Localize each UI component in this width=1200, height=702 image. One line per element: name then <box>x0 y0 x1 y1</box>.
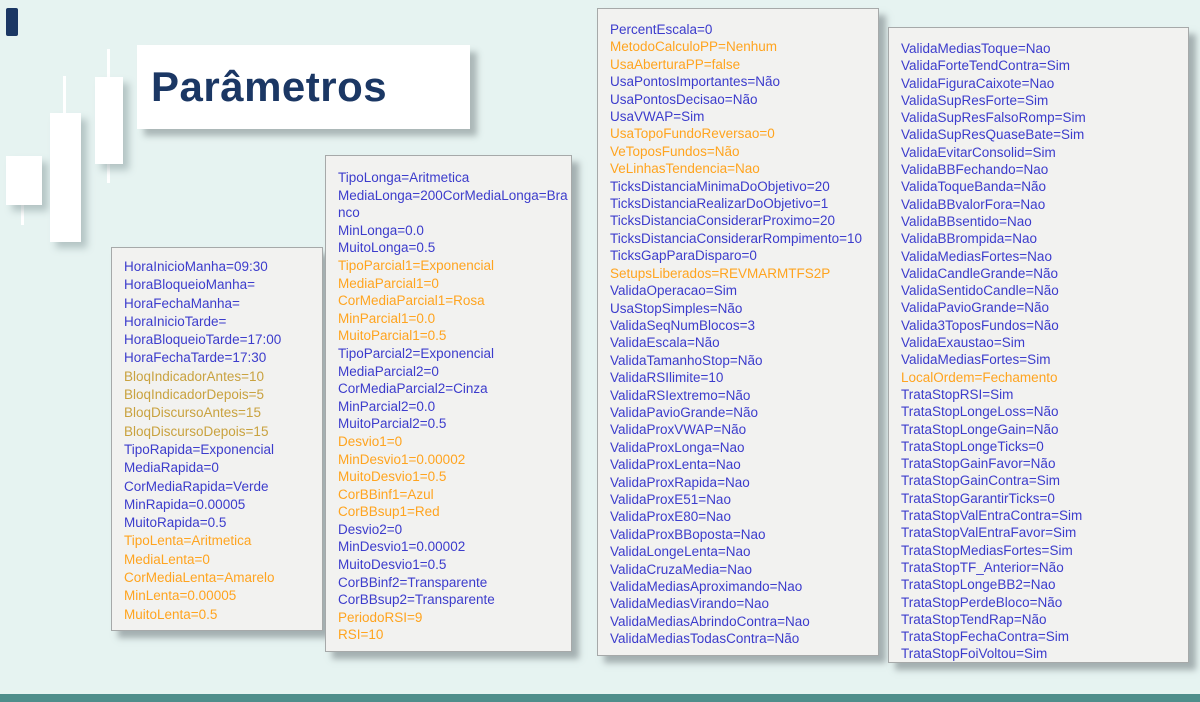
param-line: ValidaProxLonga=Nao <box>610 439 745 455</box>
param-line: SetupsLiberados=REVMARMTFS2P <box>610 265 831 281</box>
param-line: MediaLonga=200CorMediaLonga=Bra <box>338 187 568 203</box>
param-line: TipoParcial2=Exponencial <box>338 345 494 361</box>
candle1-icon <box>6 156 42 205</box>
candle3-icon <box>95 77 123 164</box>
param-line: MinDesvio1=0.00002 <box>338 539 466 555</box>
param-line: ValidaEscala=Não <box>610 335 720 351</box>
params-panel-horarios-medias <box>111 247 323 631</box>
param-line: ValidaProxE80=Nao <box>610 509 731 525</box>
param-line: TipoParcial1=Exponencial <box>338 257 494 273</box>
param-line: HoraFechaTarde=17:30 <box>124 350 267 366</box>
param-line: HoraBloqueioManha= <box>124 277 255 293</box>
param-line: HoraInicioManha=09:30 <box>124 259 268 274</box>
param-line: VeLinhasTendencia=Nao <box>610 161 760 177</box>
param-line: RSI=10 <box>338 627 384 643</box>
param-line: UsaPontosImportantes=Não <box>610 74 780 90</box>
param-line: MinLonga=0.0 <box>338 222 424 238</box>
param-line: BloqDiscursoAntes=15 <box>124 405 261 421</box>
param-line: ValidaProxVWAP=Não <box>610 422 747 438</box>
param-line: ValidaOperacao=Sim <box>610 283 737 299</box>
param-line: HoraFechaManha= <box>124 295 240 311</box>
param-line: TrataStopPerdeBloco=Não <box>901 594 1063 610</box>
param-line: Desvio2=0 <box>338 521 403 537</box>
param-line: ValidaTamanhoStop=Não <box>610 352 763 368</box>
param-line: ValidaPavioGrande=Não <box>901 300 1049 316</box>
param-line: HoraBloqueioTarde=17:00 <box>124 332 282 348</box>
accent-bar <box>6 8 18 36</box>
param-line: ValidaMediasAproximando=Nao <box>610 579 803 594</box>
param-line: UsaAberturaPP=false <box>610 56 741 72</box>
param-line: nco <box>338 205 360 221</box>
param-line: ValidaMediasAbrindoContra=Nao <box>610 613 810 629</box>
param-line: UsaPontosDecisao=Não <box>610 91 758 107</box>
param-line: TrataStopRSI=Sim <box>901 386 1014 402</box>
param-line: CorMediaLenta=Amarelo <box>124 570 275 586</box>
param-line: ValidaBBvalorFora=Nao <box>901 196 1046 212</box>
param-line: ValidaBBsentido=Nao <box>901 213 1032 229</box>
param-line: ValidaBBrompida=Nao <box>901 231 1037 247</box>
param-line: TrataStopLongeLoss=Não <box>901 404 1059 420</box>
param-line: ValidaSupResQuaseBate=Sim <box>901 127 1085 143</box>
param-line: TrataStopValEntraFavor=Sim <box>901 525 1077 541</box>
candle2-icon <box>50 113 81 242</box>
param-line: ValidaRSIlimite=10 <box>610 370 724 386</box>
param-line: MuitoLonga=0.5 <box>338 240 436 256</box>
param-line: TipoLonga=Aritmetica <box>338 170 470 185</box>
param-line: TrataStopValEntraContra=Sim <box>901 508 1083 524</box>
param-line: PeriodoRSI=9 <box>338 609 423 625</box>
param-line: BloqDiscursoDepois=15 <box>124 423 269 439</box>
param-line: BloqIndicadorAntes=10 <box>124 368 264 384</box>
param-line: TrataStopLongeGain=Não <box>901 421 1059 437</box>
params-panel-escala-ticks-validacoes <box>597 8 879 656</box>
param-line: ValidaFiguraCaixote=Nao <box>901 75 1055 91</box>
param-line: ValidaLongeLenta=Nao <box>610 544 751 560</box>
param-line: TrataStopFoiVoltou=Sim <box>901 646 1048 662</box>
bottom-bar <box>0 694 1200 702</box>
param-line: CorMediaParcial2=Cinza <box>338 381 488 397</box>
param-line: MinLenta=0.00005 <box>124 588 237 604</box>
param-line: MuitoParcial1=0.5 <box>338 328 447 344</box>
param-line: ValidaBBFechando=Nao <box>901 162 1049 178</box>
param-line: MediaLenta=0 <box>124 551 210 567</box>
param-line: ValidaExaustao=Sim <box>901 335 1025 351</box>
param-line: MediaRapida=0 <box>124 460 219 476</box>
param-line: CorBBsup1=Red <box>338 504 440 520</box>
param-line: UsaVWAP=Sim <box>610 109 705 125</box>
param-line: TrataStopLongeTicks=0 <box>901 438 1044 454</box>
candle2-upper-wick-icon <box>63 76 66 114</box>
param-line: ValidaMediasVirando=Nao <box>610 596 769 612</box>
param-line: ValidaProxBBoposta=Nao <box>610 526 766 542</box>
param-line: TrataStopLongeBB2=Nao <box>901 577 1056 593</box>
param-line: ValidaProxRapida=Nao <box>610 474 750 490</box>
param-line: MuitoLenta=0.5 <box>124 606 218 622</box>
param-line: ValidaRSIextremo=Não <box>610 387 751 403</box>
param-line: TicksDistanciaConsiderarProximo=20 <box>610 213 835 229</box>
param-line: MediaParcial1=0 <box>338 275 439 291</box>
param-line: VeToposFundos=Não <box>610 143 740 159</box>
param-line: ValidaToqueBanda=Não <box>901 179 1046 195</box>
param-line: TrataStopTF_Anterior=Não <box>901 559 1064 575</box>
param-line: MuitoDesvio1=0.5 <box>338 557 447 573</box>
param-line: LocalOrdem=Fechamento <box>901 369 1058 385</box>
param-line: ValidaProxLenta=Nao <box>610 457 741 473</box>
param-line: TicksGapParaDisparo=0 <box>610 248 757 264</box>
param-line: ValidaCruzaMedia=Nao <box>610 561 752 577</box>
param-line: TrataStopGainContra=Sim <box>901 473 1060 489</box>
params-panel-longa-parciais-bb <box>325 155 572 652</box>
candle3-upper-wick-icon <box>107 49 110 78</box>
param-line: Valida3ToposFundos=Não <box>901 317 1059 333</box>
params-panel-validacoes-tratastop <box>888 27 1189 663</box>
param-line: ValidaProxE51=Nao <box>610 491 731 507</box>
param-line: CorBBinf2=Transparente <box>338 574 488 590</box>
param-line: MuitoParcial2=0.5 <box>338 416 447 432</box>
param-line: ValidaMediasToque=Nao <box>901 41 1051 56</box>
param-line: ValidaSeqNumBlocos=3 <box>610 317 755 333</box>
param-line: TrataStopMediasFortes=Sim <box>901 542 1073 558</box>
param-line: CorMediaParcial1=Rosa <box>338 293 485 309</box>
candle1-lower-wick-icon <box>21 204 24 225</box>
param-line: TrataStopFechaContra=Sim <box>901 629 1069 645</box>
param-line: ValidaForteTendContra=Sim <box>901 58 1070 74</box>
title-card <box>137 45 470 129</box>
param-line: TicksDistanciaMinimaDoObjetivo=20 <box>610 178 830 194</box>
param-line: MinRapida=0.00005 <box>124 496 246 512</box>
param-line: ValidaPavioGrande=Não <box>610 404 758 420</box>
param-line: MinDesvio1=0.00002 <box>338 451 466 467</box>
param-line: TipoRapida=Exponencial <box>124 441 274 457</box>
param-line: TrataStopTendRap=Não <box>901 611 1047 627</box>
param-line: ValidaMediasTodasContra=Não <box>610 631 800 647</box>
param-line: ValidaEvitarConsolid=Sim <box>901 144 1056 160</box>
param-line: ValidaMediasFortes=Nao <box>901 248 1052 264</box>
param-line: ValidaSupResForte=Sim <box>901 92 1049 108</box>
param-line: CorBBsup2=Transparente <box>338 592 495 608</box>
param-line: ValidaMediasFortes=Sim <box>901 352 1051 368</box>
param-line: UsaStopSimples=Não <box>610 300 743 316</box>
param-line: HoraInicioTarde= <box>124 313 227 329</box>
page-title: Parâmetros <box>151 63 388 110</box>
param-line: MinParcial2=0.0 <box>338 398 436 414</box>
param-line: CorBBinf1=Azul <box>338 486 434 502</box>
param-line: UsaTopoFundoReversao=0 <box>610 126 775 142</box>
param-line: ValidaCandleGrande=Não <box>901 265 1058 281</box>
param-line: TicksDistanciaRealizarDoObjetivo=1 <box>610 196 829 212</box>
param-line: TrataStopGarantirTicks=0 <box>901 490 1055 506</box>
param-line: BloqIndicadorDepois=5 <box>124 387 264 403</box>
param-line: ValidaSupResFalsoRomp=Sim <box>901 110 1086 126</box>
param-line: MetodoCalculoPP=Nenhum <box>610 39 777 55</box>
param-line: MuitoDesvio1=0.5 <box>338 469 447 485</box>
param-line: PercentEscala=0 <box>610 22 713 37</box>
param-line: MinParcial1=0.0 <box>338 310 436 326</box>
param-line: CorMediaRapida=Verde <box>124 478 269 494</box>
param-line: MuitoRapida=0.5 <box>124 515 227 531</box>
param-line: TicksDistanciaConsiderarRompimento=10 <box>610 230 862 246</box>
param-line: TipoLenta=Aritmetica <box>124 533 252 549</box>
candle3-lower-wick-icon <box>107 164 110 183</box>
param-line: MediaParcial2=0 <box>338 363 439 379</box>
param-line: Desvio1=0 <box>338 433 403 449</box>
param-line: ValidaSentidoCandle=Não <box>901 283 1059 299</box>
param-line: TrataStopGainFavor=Não <box>901 456 1056 472</box>
